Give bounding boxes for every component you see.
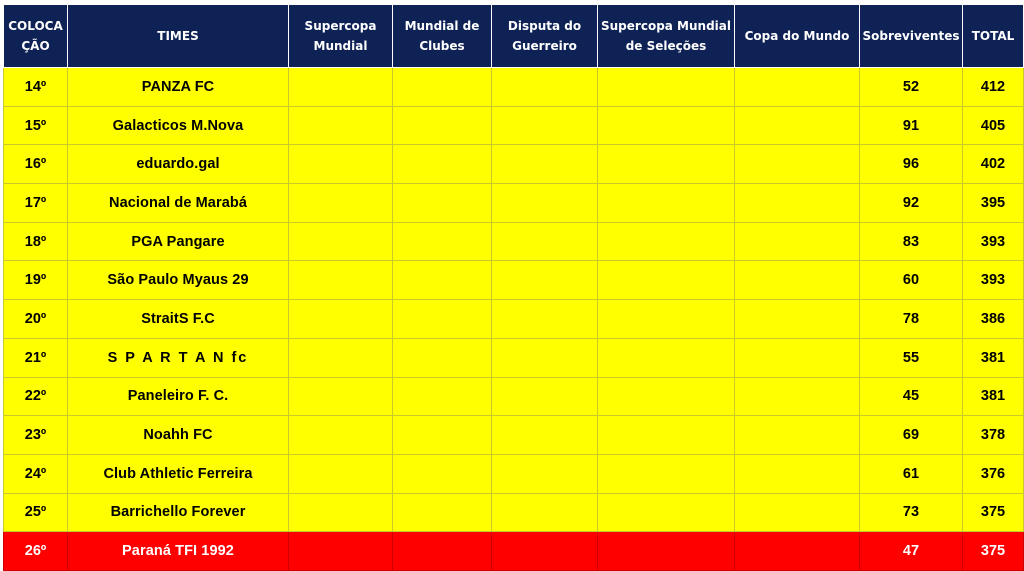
team-name-cell: São Paulo Myaus 29 <box>68 261 289 300</box>
copa-mundo-cell <box>735 454 860 493</box>
disputa-guerreiro-cell <box>492 222 598 261</box>
disputa-guerreiro-cell <box>492 106 598 145</box>
copa-mundo-cell <box>735 184 860 223</box>
total-cell: 375 <box>963 493 1024 532</box>
supercopa-selecoes-cell <box>598 222 735 261</box>
team-name-cell: PANZA FC <box>68 68 289 107</box>
header-cell-mundial-clubes: Mundial de Clubes <box>393 5 492 68</box>
sobreviventes-cell: 73 <box>860 493 963 532</box>
supercopa-selecoes-cell <box>598 493 735 532</box>
position-cell: 21º <box>4 338 68 377</box>
team-name-cell: Club Athletic Ferreira <box>68 454 289 493</box>
disputa-guerreiro-cell <box>492 532 598 571</box>
sobreviventes-cell: 61 <box>860 454 963 493</box>
disputa-guerreiro-cell <box>492 145 598 184</box>
total-cell: 393 <box>963 261 1024 300</box>
supercopa-mundial-cell <box>289 493 393 532</box>
copa-mundo-cell <box>735 145 860 184</box>
mundial-clubes-cell <box>393 106 492 145</box>
table-body <box>4 68 1024 571</box>
total-cell: 381 <box>963 338 1024 377</box>
supercopa-mundial-cell <box>289 261 393 300</box>
header-cell-supercopa-selecoes: Supercopa Mundial de Seleções <box>598 5 735 68</box>
mundial-clubes-cell <box>393 68 492 107</box>
header-cell-sobreviventes: Sobreviventes <box>860 5 963 68</box>
position-cell: 23º <box>4 416 68 455</box>
supercopa-mundial-cell <box>289 300 393 339</box>
copa-mundo-cell <box>735 106 860 145</box>
mundial-clubes-cell <box>393 454 492 493</box>
mundial-clubes-cell <box>393 377 492 416</box>
total-cell: 378 <box>963 416 1024 455</box>
total-cell: 412 <box>963 68 1024 107</box>
position-cell: 19º <box>4 261 68 300</box>
team-name-cell: StraitS F.C <box>68 300 289 339</box>
supercopa-selecoes-cell <box>598 106 735 145</box>
position-cell: 14º <box>4 68 68 107</box>
standings-table <box>3 4 1024 571</box>
sobreviventes-cell: 96 <box>860 145 963 184</box>
disputa-guerreiro-cell <box>492 338 598 377</box>
mundial-clubes-cell <box>393 493 492 532</box>
position-cell: 25º <box>4 493 68 532</box>
supercopa-mundial-cell <box>289 454 393 493</box>
disputa-guerreiro-cell <box>492 300 598 339</box>
copa-mundo-cell <box>735 532 860 571</box>
disputa-guerreiro-cell <box>492 493 598 532</box>
disputa-guerreiro-cell <box>492 377 598 416</box>
position-cell: 24º <box>4 454 68 493</box>
total-cell: 375 <box>963 532 1024 571</box>
sobreviventes-cell: 91 <box>860 106 963 145</box>
sobreviventes-cell: 92 <box>860 184 963 223</box>
copa-mundo-cell <box>735 261 860 300</box>
copa-mundo-cell <box>735 222 860 261</box>
disputa-guerreiro-cell <box>492 184 598 223</box>
supercopa-mundial-cell <box>289 184 393 223</box>
total-cell: 386 <box>963 300 1024 339</box>
copa-mundo-cell <box>735 68 860 107</box>
position-cell: 26º <box>4 532 68 571</box>
mundial-clubes-cell <box>393 184 492 223</box>
copa-mundo-cell <box>735 416 860 455</box>
table-row <box>4 493 1024 532</box>
table-row <box>4 532 1024 571</box>
supercopa-selecoes-cell <box>598 68 735 107</box>
table-row <box>4 416 1024 455</box>
header-cell-team: TIMES <box>68 5 289 68</box>
copa-mundo-cell <box>735 377 860 416</box>
supercopa-mundial-cell <box>289 338 393 377</box>
sobreviventes-cell: 69 <box>860 416 963 455</box>
header-cell-total: TOTAL <box>963 5 1024 68</box>
total-cell: 393 <box>963 222 1024 261</box>
supercopa-selecoes-cell <box>598 338 735 377</box>
table-row <box>4 68 1024 107</box>
mundial-clubes-cell <box>393 532 492 571</box>
sobreviventes-cell: 60 <box>860 261 963 300</box>
table-row <box>4 184 1024 223</box>
supercopa-selecoes-cell <box>598 416 735 455</box>
copa-mundo-cell <box>735 300 860 339</box>
position-cell: 17º <box>4 184 68 223</box>
supercopa-selecoes-cell <box>598 145 735 184</box>
sobreviventes-cell: 45 <box>860 377 963 416</box>
position-cell: 15º <box>4 106 68 145</box>
team-name-cell: Noahh FC <box>68 416 289 455</box>
table-row <box>4 338 1024 377</box>
supercopa-mundial-cell <box>289 106 393 145</box>
mundial-clubes-cell <box>393 261 492 300</box>
supercopa-mundial-cell <box>289 222 393 261</box>
team-name-cell: Nacional de Marabá <box>68 184 289 223</box>
table-row <box>4 222 1024 261</box>
team-name-cell: S P A R T A N fc <box>68 338 289 377</box>
sobreviventes-cell: 55 <box>860 338 963 377</box>
position-cell: 20º <box>4 300 68 339</box>
supercopa-selecoes-cell <box>598 300 735 339</box>
supercopa-selecoes-cell <box>598 377 735 416</box>
disputa-guerreiro-cell <box>492 454 598 493</box>
team-name-cell: Galacticos M.Nova <box>68 106 289 145</box>
position-cell: 16º <box>4 145 68 184</box>
supercopa-selecoes-cell <box>598 454 735 493</box>
supercopa-selecoes-cell <box>598 532 735 571</box>
header-cell-position: COLOCA ÇÃO <box>4 5 68 68</box>
total-cell: 405 <box>963 106 1024 145</box>
sobreviventes-cell: 52 <box>860 68 963 107</box>
supercopa-selecoes-cell <box>598 184 735 223</box>
disputa-guerreiro-cell <box>492 261 598 300</box>
sobreviventes-cell: 47 <box>860 532 963 571</box>
table-row <box>4 261 1024 300</box>
table-row <box>4 454 1024 493</box>
supercopa-mundial-cell <box>289 145 393 184</box>
position-cell: 22º <box>4 377 68 416</box>
table-row <box>4 377 1024 416</box>
table-row <box>4 106 1024 145</box>
header-row <box>4 5 1024 68</box>
total-cell: 402 <box>963 145 1024 184</box>
supercopa-mundial-cell <box>289 532 393 571</box>
header-cell-disputa-guerreiro: Disputa do Guerreiro <box>492 5 598 68</box>
total-cell: 376 <box>963 454 1024 493</box>
team-name-cell: Paraná TFI 1992 <box>68 532 289 571</box>
copa-mundo-cell <box>735 338 860 377</box>
sobreviventes-cell: 83 <box>860 222 963 261</box>
mundial-clubes-cell <box>393 300 492 339</box>
disputa-guerreiro-cell <box>492 68 598 107</box>
supercopa-selecoes-cell <box>598 261 735 300</box>
header-cell-supercopa-mundial: Supercopa Mundial <box>289 5 393 68</box>
team-name-cell: Paneleiro F. C. <box>68 377 289 416</box>
sobreviventes-cell: 78 <box>860 300 963 339</box>
disputa-guerreiro-cell <box>492 416 598 455</box>
supercopa-mundial-cell <box>289 377 393 416</box>
mundial-clubes-cell <box>393 145 492 184</box>
mundial-clubes-cell <box>393 222 492 261</box>
mundial-clubes-cell <box>393 338 492 377</box>
total-cell: 395 <box>963 184 1024 223</box>
team-name-cell: Barrichello Forever <box>68 493 289 532</box>
total-cell: 381 <box>963 377 1024 416</box>
header-cell-copa-mundo: Copa do Mundo <box>735 5 860 68</box>
team-name-cell: eduardo.gal <box>68 145 289 184</box>
table-row <box>4 300 1024 339</box>
supercopa-mundial-cell <box>289 416 393 455</box>
copa-mundo-cell <box>735 493 860 532</box>
table-row <box>4 145 1024 184</box>
supercopa-mundial-cell <box>289 68 393 107</box>
team-name-cell: PGA Pangare <box>68 222 289 261</box>
mundial-clubes-cell <box>393 416 492 455</box>
position-cell: 18º <box>4 222 68 261</box>
